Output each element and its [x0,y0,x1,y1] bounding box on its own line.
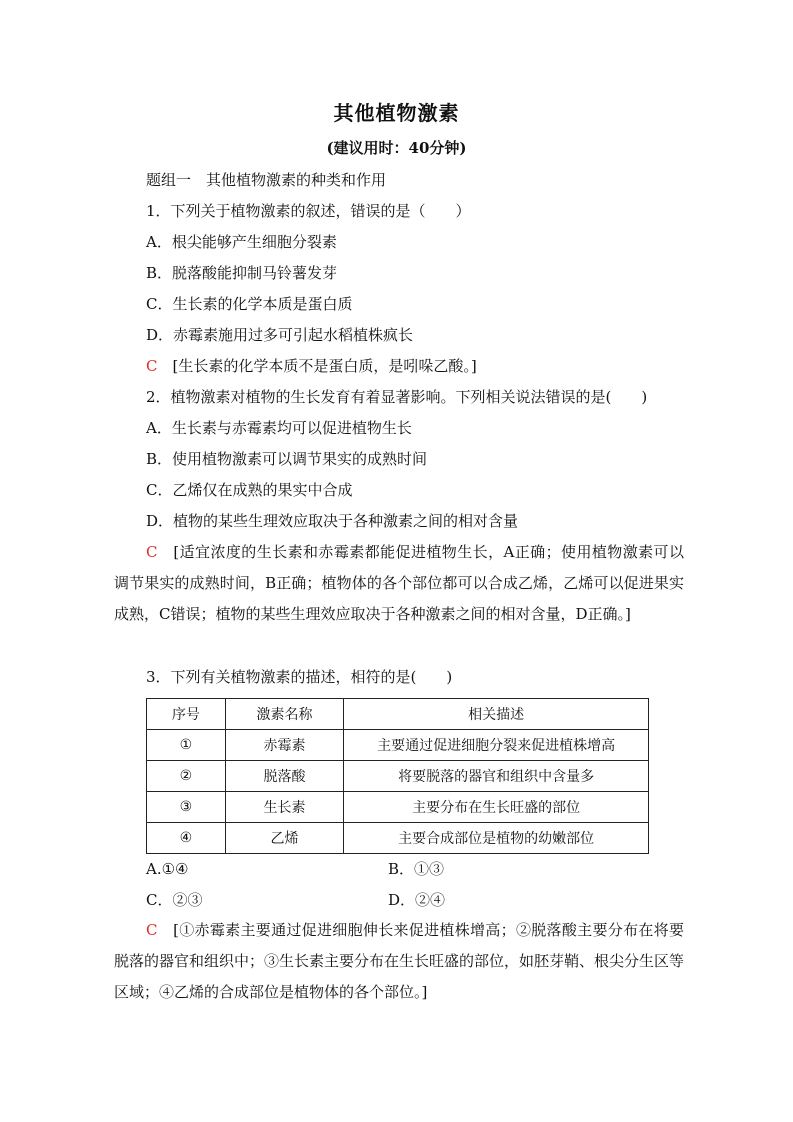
table-cell: ② [147,761,226,792]
question-3-option-d: D．②④ [388,891,446,909]
question-1-option-d: D．赤霉素施用过多可引起水稻植株疯长 [146,326,414,344]
table-cell: 主要合成部位是植物的幼嫩部位 [344,823,649,854]
question-3-option-c: C．②③ [146,891,203,909]
question-1-answer [146,356,477,376]
answer-explanation: [①赤霉素主要通过促进细胞伸长来促进植株增高；②脱落酸主要分布在将要脱落的器官和组织中；③生长素主要分布在生长旺盛的部位，如胚芽鞘、根尖分生区等区域；④乙烯的合成部位是植物体的各个部位。] [114,921,685,1001]
table-header: 序号 [147,699,226,730]
table-row [147,792,649,823]
question-1-option-b: B．脱落酸能抑制马铃薯发芽 [146,264,338,282]
question-2-option-b: B．使用植物激素可以调节果实的成熟时间 [146,450,428,468]
question-1-stem: 1．下列关于植物激素的叙述，错误的是（ ） [146,202,471,220]
table-cell: 主要分布在生长旺盛的部位 [344,792,649,823]
answer-letter: C [146,543,158,561]
table-cell: ④ [147,823,226,854]
answer-letter: C [146,357,158,375]
table-cell: 脱落酸 [225,761,344,792]
table-cell: ③ [147,792,226,823]
table-header: 相关描述 [344,699,649,730]
page-title: 其他植物激素 [333,101,460,125]
table-row [147,823,649,854]
table-row [147,761,649,792]
answer-letter: C [146,921,158,939]
group-heading: 题组一 其他植物激素的种类和作用 [146,171,387,189]
question-2-option-d: D．植物的某些生理效应取决于各种激素之间的相对含量 [146,512,519,530]
suggested-time: (建议用时：40分钟) [326,139,467,157]
question-2-stem: 2．植物激素对植物的生长发育有着显著影响。下列相关说法错误的是( ) [146,388,648,406]
question-2-answer [114,537,684,630]
hormone-table [146,698,649,854]
table-header-row [147,699,649,730]
answer-explanation: [生长素的化学本质不是蛋白质，是吲哚乙酸。] [172,357,477,375]
table-cell: 生长素 [225,792,344,823]
question-3-answer [114,915,684,1008]
table-cell: ① [147,730,226,761]
table-header: 激素名称 [225,699,344,730]
question-2-option-c: C．乙烯仅在成熟的果实中合成 [146,481,353,499]
table-cell: 赤霉素 [225,730,344,761]
table-cell: 主要通过促进细胞分裂来促进植株增高 [344,730,649,761]
answer-explanation: [适宜浓度的生长素和赤霉素都能促进植物生长，A正确；使用植物激素可以调节果实的成熟时间，B正确；植物体的各个部位都可以合成乙烯，乙烯可以促进果实成熟，C错误；植物的某些生理效应取决于各种激素之间的相对含量，D正确。] [114,543,684,623]
table-cell: 乙烯 [225,823,344,854]
table-row [147,730,649,761]
question-3-option-a: A.①④ [146,860,189,878]
question-1-option-a: A．根尖能够产生细胞分裂素 [146,233,337,251]
question-1-option-c: C．生长素的化学本质是蛋白质 [146,295,353,313]
question-3-option-b: B．①③ [388,860,445,878]
table-cell: 将要脱落的器官和组织中含量多 [344,761,649,792]
question-3-stem: 3．下列有关植物激素的描述，相符的是( ) [146,668,453,686]
question-2-option-a: A．生长素与赤霉素均可以促进植物生长 [146,419,412,437]
